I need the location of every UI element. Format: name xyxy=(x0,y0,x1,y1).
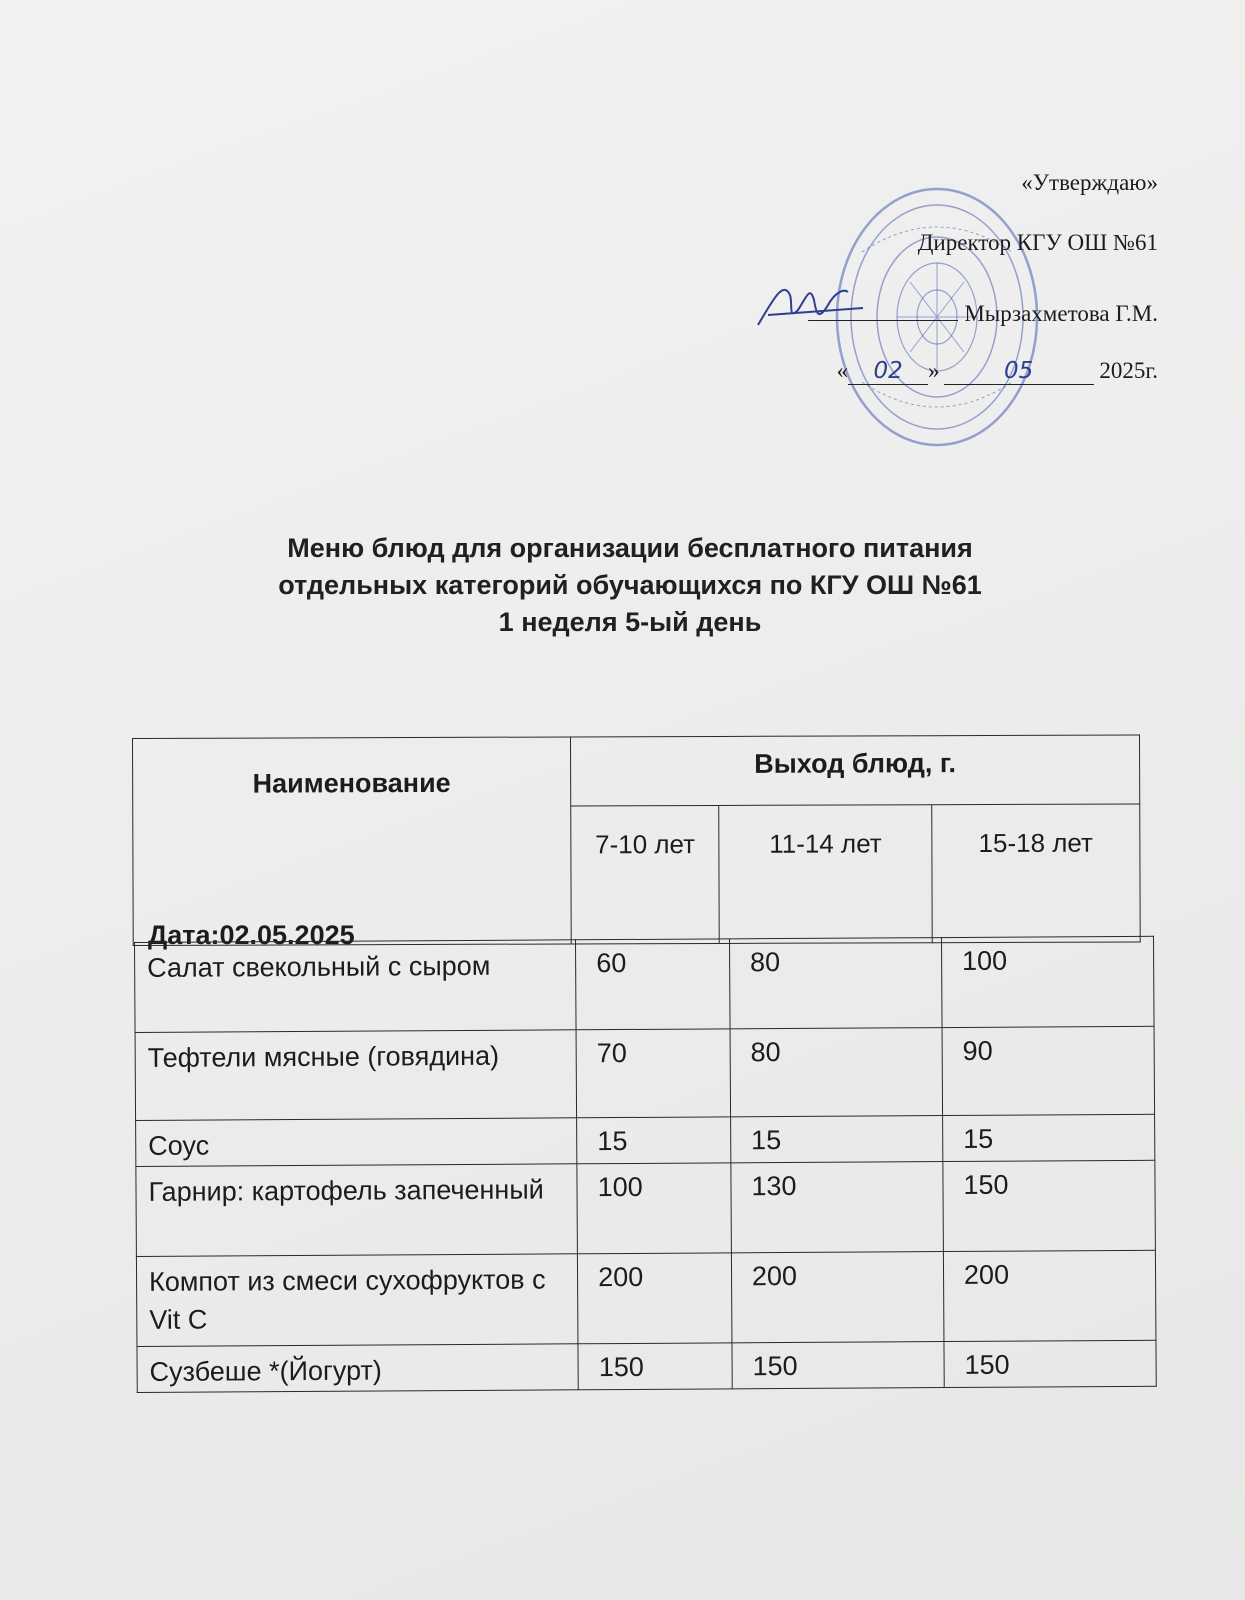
yield-11-14: 80 xyxy=(730,1028,943,1117)
approval-year: 2025г. xyxy=(1099,358,1158,383)
yield-15-18: 150 xyxy=(944,1340,1156,1387)
dish-name: Салат свекольный с сыром xyxy=(135,940,577,1033)
menu-title xyxy=(150,530,1110,641)
age-group-11-14: 11-14 лет xyxy=(719,804,932,943)
yield-7-10: 60 xyxy=(576,939,730,1030)
yield-11-14: 80 xyxy=(729,938,942,1029)
yield-7-10: 15 xyxy=(577,1117,731,1164)
approval-title: «Утверждаю» xyxy=(1021,170,1158,195)
yield-11-14: 130 xyxy=(731,1162,944,1253)
handwritten-signature xyxy=(748,270,888,340)
menu-table xyxy=(134,936,1157,1393)
approval-date-line xyxy=(837,358,1158,385)
table-row xyxy=(135,1026,1155,1120)
dish-name: Соус xyxy=(136,1118,577,1167)
age-group-7-10: 7-10 лет xyxy=(571,805,720,944)
yield-7-10: 100 xyxy=(577,1163,731,1254)
header-yield: Выход блюд, г. xyxy=(570,735,1139,806)
title-line-2: отдельных категорий обучающихся по КГУ ОШ №61 xyxy=(278,570,982,600)
dish-name: Гарнир: картофель запеченный xyxy=(136,1164,578,1257)
handwritten-day: 02 xyxy=(848,358,928,385)
yield-15-18: 100 xyxy=(941,936,1154,1027)
yield-15-18: 15 xyxy=(943,1114,1155,1161)
title-line-1: Меню блюд для организации бесплатного питания xyxy=(287,533,973,563)
yield-7-10: 150 xyxy=(578,1343,732,1390)
table-row xyxy=(136,1114,1155,1166)
title-line-3: 1 неделя 5-ый день xyxy=(498,607,762,637)
quote-close: » xyxy=(928,358,940,383)
director-name: Мырзахметова Г.М. xyxy=(964,301,1158,326)
table-row xyxy=(136,1160,1156,1256)
quote-open: « xyxy=(836,358,849,383)
yield-7-10: 200 xyxy=(578,1253,732,1344)
yield-7-10: 70 xyxy=(576,1029,730,1118)
yield-11-14: 150 xyxy=(732,1342,944,1389)
table-row xyxy=(135,936,1155,1032)
yield-11-14: 200 xyxy=(731,1252,944,1343)
handwritten-month: 05 xyxy=(944,358,1094,385)
director-position: Директор КГУ ОШ №61 xyxy=(917,230,1158,255)
yield-15-18: 200 xyxy=(943,1250,1156,1341)
menu-date: Дата:02.05.2025 xyxy=(148,920,355,950)
table-row xyxy=(136,1250,1156,1346)
table-row xyxy=(137,1340,1156,1392)
yield-15-18: 90 xyxy=(942,1026,1155,1115)
header-name: Наименование xyxy=(133,737,572,946)
yield-15-18: 150 xyxy=(943,1160,1156,1251)
dish-name: Сузбеше *(Йогурт) xyxy=(137,1344,578,1393)
age-group-15-18: 15-18 лет xyxy=(931,804,1140,943)
yield-11-14: 15 xyxy=(730,1116,942,1163)
dish-name: Тефтели мясные (говядина) xyxy=(135,1030,577,1121)
menu-header-table xyxy=(132,734,1141,946)
dish-name: Компот из смеси сухофруктов с Vit C xyxy=(136,1254,578,1347)
